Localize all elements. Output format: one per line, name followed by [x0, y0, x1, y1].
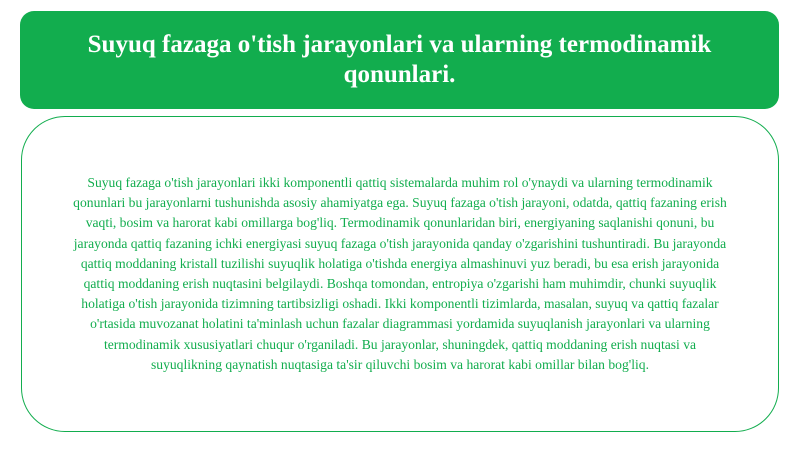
title-banner: [20, 11, 779, 109]
slide-title: Suyuq fazaga o'tish jarayonlari va ularning termodinamik qonunlari.: [87, 31, 712, 88]
slide-body-text: Suyuq fazaga o'tish jarayonlari ikki komponentli qattiq sistemalarda muhim rol o'ynaydi va ularning termodinamik qonunlari bu jarayonlarni tushunishda asosiy ahamiyatga ega. Suyuq fazaga o'tish jarayoni, odatda, qattiq fazaning erish vaqti, bosim va harorat kabi omillarga bog'liq. Termodinamik qonunlaridan biri, energiyaning saqlanishi qonuni, bu jarayonda qattiq fazaning ichki energiyasi suyuq fazaga o'tish jarayonida qanday o'zgarishini tushuntiradi. Bu jarayonda qattiq moddaning kristall tuzilishi suyuqlik holatiga o'tishda energiya almashinuvi yuz beradi, bu esa erish jarayonida qattiq moddaning erish nuqtasini belgilaydi. Boshqa tomondan, entropiya o'zgarishi ham muhimdir, chunki suyuqlik holatiga o'tish jarayonida tizimning tartibsizligi oshadi. Ikki komponentli tizimlarda, masalan, suyuq va qattiq fazalar o'rtasida muvozanat holatini ta'minlash uchun fazalar diagrammasi yordamida suyuqlanish jarayonlari va ularning termodinamik xususiyatlari chuqur o'rganiladi. Bu jarayonlar, shuningdek, qattiq moddaning erish nuqtasi va suyuqlikning qaynatish nuqtasiga ta'sir qiluvchi bosim va harorat kabi omillar bilan bog'liq.: [73, 174, 727, 372]
content-box: [21, 116, 779, 432]
